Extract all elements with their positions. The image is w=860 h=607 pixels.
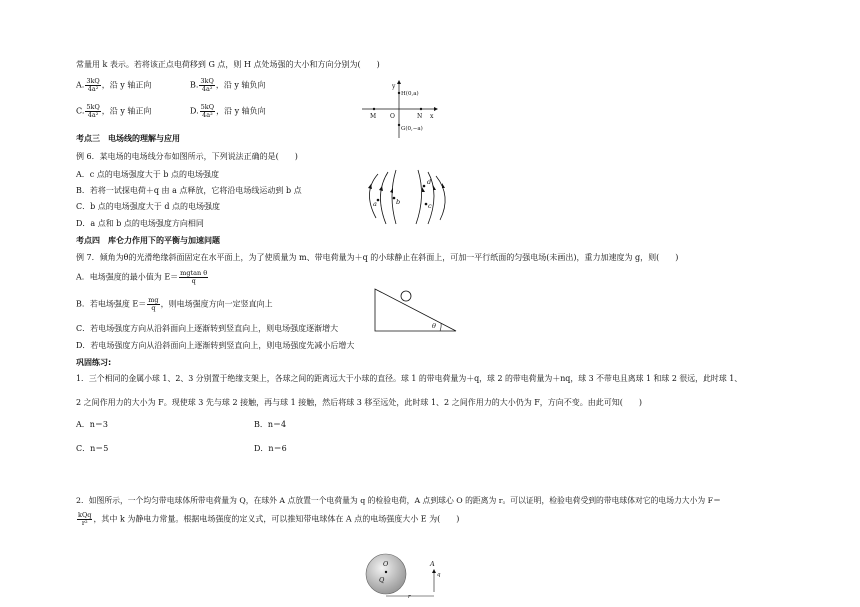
- test-charge-label: q: [437, 572, 441, 578]
- x-axis-label: x: [430, 113, 434, 120]
- center-o-label: O: [383, 560, 389, 568]
- fraction: $\frac{3kQ}{\text{4a²}}$: [86, 77, 100, 94]
- option-c[interactable]: C．n＝5: [76, 444, 109, 453]
- distance-r-label: r: [408, 594, 411, 600]
- section-heading: 考点四 库仑力作用下的平衡与加速问题: [76, 236, 220, 245]
- charge-q-label: Q: [379, 576, 385, 584]
- section-heading: 考点三 电场线的理解与应用: [76, 134, 180, 143]
- fraction: $\frac{mg}{q}$: [148, 296, 159, 313]
- field-lines-figure: [356, 168, 456, 226]
- incline-figure: [372, 286, 462, 334]
- axes-figure: [362, 80, 442, 140]
- option-a[interactable]: A. $\frac{3kQ}{\text{4a²}}$ ，沿 y 轴正向: [76, 77, 152, 94]
- option-c[interactable]: C．若电场强度方向从沿斜面向上逐渐转到竖直向上，则电场强度逐渐增大: [76, 324, 339, 333]
- option-b[interactable]: B．若电场强度 E＝ $\frac{mg}{q}$ ，则电场强度方向一定竖直向上: [76, 296, 273, 313]
- option-a[interactable]: A．c 点的电场强度大于 b 点的电场强度: [76, 170, 220, 179]
- option-d[interactable]: D. $\frac{5kQ}{\text{4a²}}$ ，沿 y 轴负向: [190, 103, 266, 120]
- question-1-line-2: 2 之间作用力的大小为 F。现使球 3 先与球 2 接触，再与球 1 接触，然后将球 3 移至远处，此时球 1、2 之间作用力的大小仍为 F，方向不变。由此可知( ): [76, 398, 643, 407]
- point-d-label: d: [427, 178, 432, 186]
- fraction: $\frac{3kQ}{\text{4a²}}$: [200, 77, 214, 94]
- origin-label: O: [390, 113, 395, 120]
- question-2-line-2: $\frac{\text{kQq}}{\text{r²}}$ ，其中 k 为静电力常量。根据电场强度的定义式，可以推知带电球体在 A 点的电场强度大小 E 为( ): [78, 511, 460, 528]
- option-d[interactable]: D．若电场强度方向从沿斜面向上逐渐转到竖直向上，则电场强度先减小后增大: [76, 341, 355, 350]
- fraction: $\frac{\text{mgtan θ}}{q}$: [180, 269, 208, 286]
- angle-theta-label: θ: [432, 322, 436, 330]
- point-a-label: A: [430, 560, 435, 568]
- point-m-label: M: [370, 113, 377, 120]
- option-d[interactable]: D．a 点和 b 点的电场强度方向相同: [76, 219, 204, 228]
- point-c-label: c: [428, 202, 432, 210]
- option-a[interactable]: A．电场强度的最小值为 E＝ $\frac{\text{mgtan θ}}{q}$: [76, 269, 208, 286]
- question-text: 常量用 k 表示。若将该正点电荷移到 G 点，则 H 点处场强的大小和方向分别为( ): [76, 60, 380, 69]
- fraction: $\frac{5kQ}{\text{4a²}}$: [86, 103, 100, 120]
- fraction: $\frac{\text{kQq}}{\text{r²}}$: [78, 511, 92, 528]
- fraction: $\frac{5kQ}{\text{4a²}}$: [200, 103, 215, 120]
- option-b[interactable]: B. $\frac{3kQ}{\text{4a²}}$ ，沿 y 轴负向: [190, 77, 266, 94]
- y-axis-label: y: [392, 83, 396, 90]
- option-d[interactable]: D．n＝6: [254, 444, 287, 453]
- option-a[interactable]: A．n＝3: [76, 420, 109, 429]
- option-c[interactable]: C. $\frac{5kQ}{\text{4a²}}$ ，沿 y 轴正向: [76, 103, 152, 120]
- option-b[interactable]: B．n＝4: [254, 420, 287, 429]
- sphere-figure: [366, 552, 456, 598]
- example-7: 例 7．倾角为θ的光滑绝缘斜面固定在水平面上，为了使质量为 m、带电荷量为＋q 的小球静止在斜面上，可加一平行纸面的匀强电场(未画出)，重力加速度为 g，则( ): [76, 253, 679, 262]
- question-1-line-1: 1．三个相同的金属小球 1、2、3 分别置于绝缘支架上，各球之间的距离远大于小球的直径。球 1 的带电荷量为＋q，球 2 的带电荷量为＋nq，球 3 不带电且离球 1 和球 2 很远，此时球 1、: [76, 374, 743, 383]
- point-g-label: G(0,−a): [401, 126, 423, 132]
- question-2-line-1: 2．如图所示，一个均匀带电球体所带电荷量为 Q，在球外 A 点放置一个电荷量为 q 的检验电荷，A 点到球心 O 的距离为 r。可以证明，检验电荷受到的带电球体对它的电场力大小为 F＝: [76, 496, 721, 505]
- point-a-label: a: [373, 200, 377, 208]
- point-h-label: H(0,a): [401, 91, 419, 97]
- option-c[interactable]: C．b 点的电场强度大于 d 点的电场强度: [76, 202, 220, 211]
- point-n-label: N: [417, 113, 423, 120]
- example-6: 例 6．某电场的电场线分布如图所示，下列说法正确的是( ): [76, 152, 298, 161]
- option-b[interactable]: B．若将一试探电荷＋q 由 a 点释放，它将沿电场线运动到 b 点: [76, 186, 302, 195]
- practice-heading: 巩固练习:: [76, 358, 112, 367]
- point-b-label: b: [396, 198, 401, 206]
